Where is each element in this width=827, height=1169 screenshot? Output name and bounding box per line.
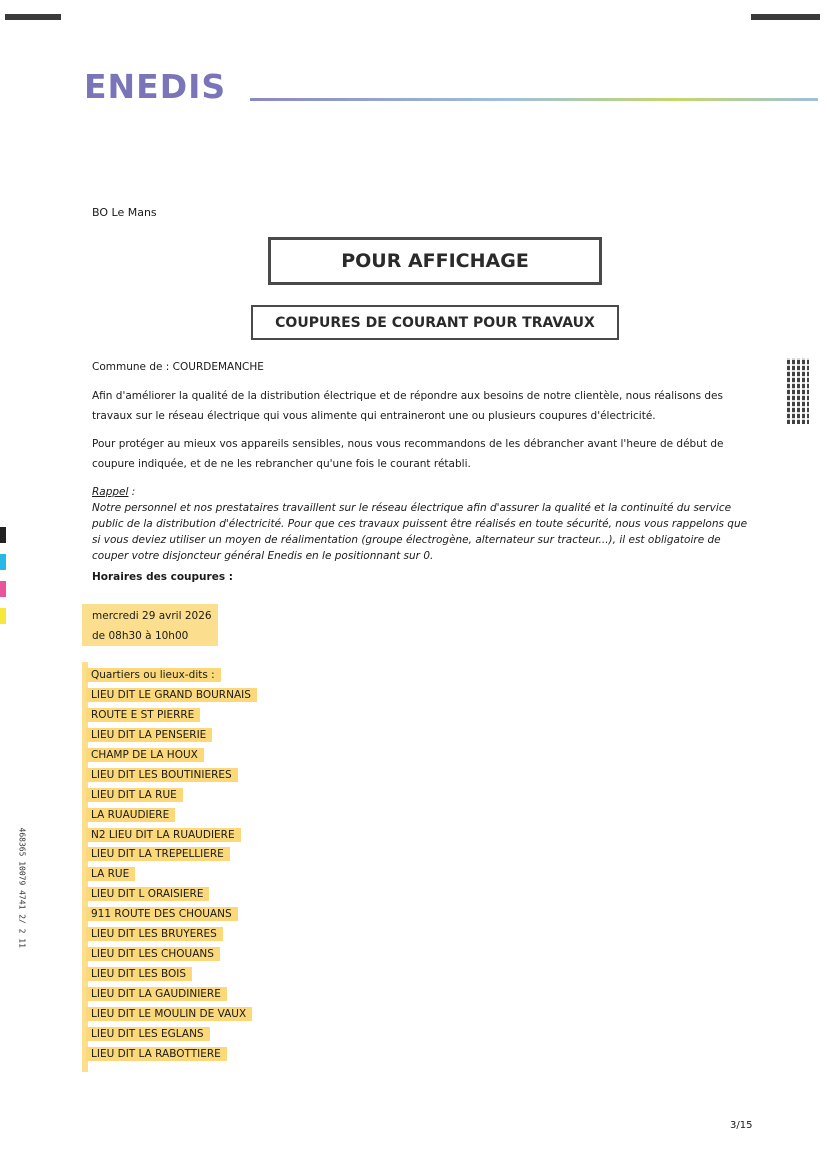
list-item: LIEU DIT LES BOIS (86, 965, 257, 985)
quartiers-title: Quartiers ou lieux-dits : (86, 666, 257, 686)
logo-rule (250, 98, 818, 101)
list-item: LIEU DIT LA GAUDINIERE (86, 985, 257, 1005)
coupure-date: mercredi 29 avril 2026 (92, 610, 212, 622)
list-item: N2 LIEU DIT LA RUAUDIERE (86, 826, 257, 846)
list-item: LIEU DIT L ORAISIERE (86, 885, 257, 905)
list-item: LIEU DIT LES EGLANS (86, 1025, 257, 1045)
swatch-magenta (0, 581, 6, 597)
list-item: ROUTE E ST PIERRE (86, 706, 257, 726)
page-number: 3/15 (730, 1120, 753, 1131)
list-item: LA RUE (86, 865, 257, 885)
list-item: LIEU DIT LE GRAND BOURNAIS (86, 686, 257, 706)
list-item: LIEU DIT LES BOUTINIERES (86, 766, 257, 786)
swatch-black (0, 527, 6, 543)
office-label: BO Le Mans (92, 206, 157, 219)
list-item: CHAMP DE LA HOUX (86, 746, 257, 766)
list-item: LIEU DIT LA RABOTTIERE (86, 1045, 257, 1065)
rappel-colon: : (128, 486, 136, 498)
side-print-code: 468365 10079 4741 2/ 2 11 (17, 827, 27, 948)
pour-affichage-box: POUR AFFICHAGE (268, 237, 602, 285)
coupure-time: de 08h30 à 10h00 (92, 630, 189, 642)
list-item: LIEU DIT LA TREPELLIERE (86, 845, 257, 865)
quartiers-list (86, 666, 257, 1065)
swatch-yellow (0, 608, 6, 624)
list-item: LIEU DIT LA RUE (86, 786, 257, 806)
datamatrix-code (787, 358, 809, 424)
list-item: LIEU DIT LES BRUYERES (86, 925, 257, 945)
swatch-cyan (0, 554, 6, 570)
list-item: LIEU DIT LA PENSERIE (86, 726, 257, 746)
rappel-text: Notre personnel et nos prestataires travaillent sur le réseau électrique afin d'assurer la qualité et la continuité du service public de la distribution d'électricité. Pour que ces travaux puissent être réalisés en toute sécurité, nous vous rappelons que si vous deviez utiliser un moyen de réalimentation (groupe électrogène, alternateur sur tracteur...), il est obligatoire de couper votre disjoncteur général Enedis en le positionnant sur 0. (92, 502, 748, 562)
coupures-title-box: COUPURES DE COURANT POUR TRAVAUX (251, 305, 619, 340)
enedis-logo: ENEDIS (84, 67, 227, 106)
list-item: LIEU DIT LE MOULIN DE VAUX (86, 1005, 257, 1025)
rappel-title: Rappel (92, 486, 129, 498)
advice-paragraph: Pour protéger au mieux vos appareils sensibles, nous vous recommandons de les débrancher avant l'heure de début de coupure indiquée, et de ne les rebrancher qu'une fois le courant rétabli. (92, 438, 724, 470)
scan-mark-top-left (5, 14, 61, 20)
list-item: LIEU DIT LES CHOUANS (86, 945, 257, 965)
commune-label: Commune de : COURDEMANCHE (92, 361, 264, 373)
intro-paragraph: Afin d'améliorer la qualité de la distribution électrique et de répondre aux besoins de notre clientèle, nous réalisons des travaux sur le réseau électrique qui vous alimente qui entraineront une ou plusieurs coupures d'électricité. (92, 390, 723, 422)
list-item: 911 ROUTE DES CHOUANS (86, 905, 257, 925)
rappel-block (92, 484, 752, 564)
list-item: LA RUAUDIERE (86, 806, 257, 826)
horaires-title: Horaires des coupures : (92, 571, 233, 583)
scan-mark-top-right (751, 14, 820, 20)
